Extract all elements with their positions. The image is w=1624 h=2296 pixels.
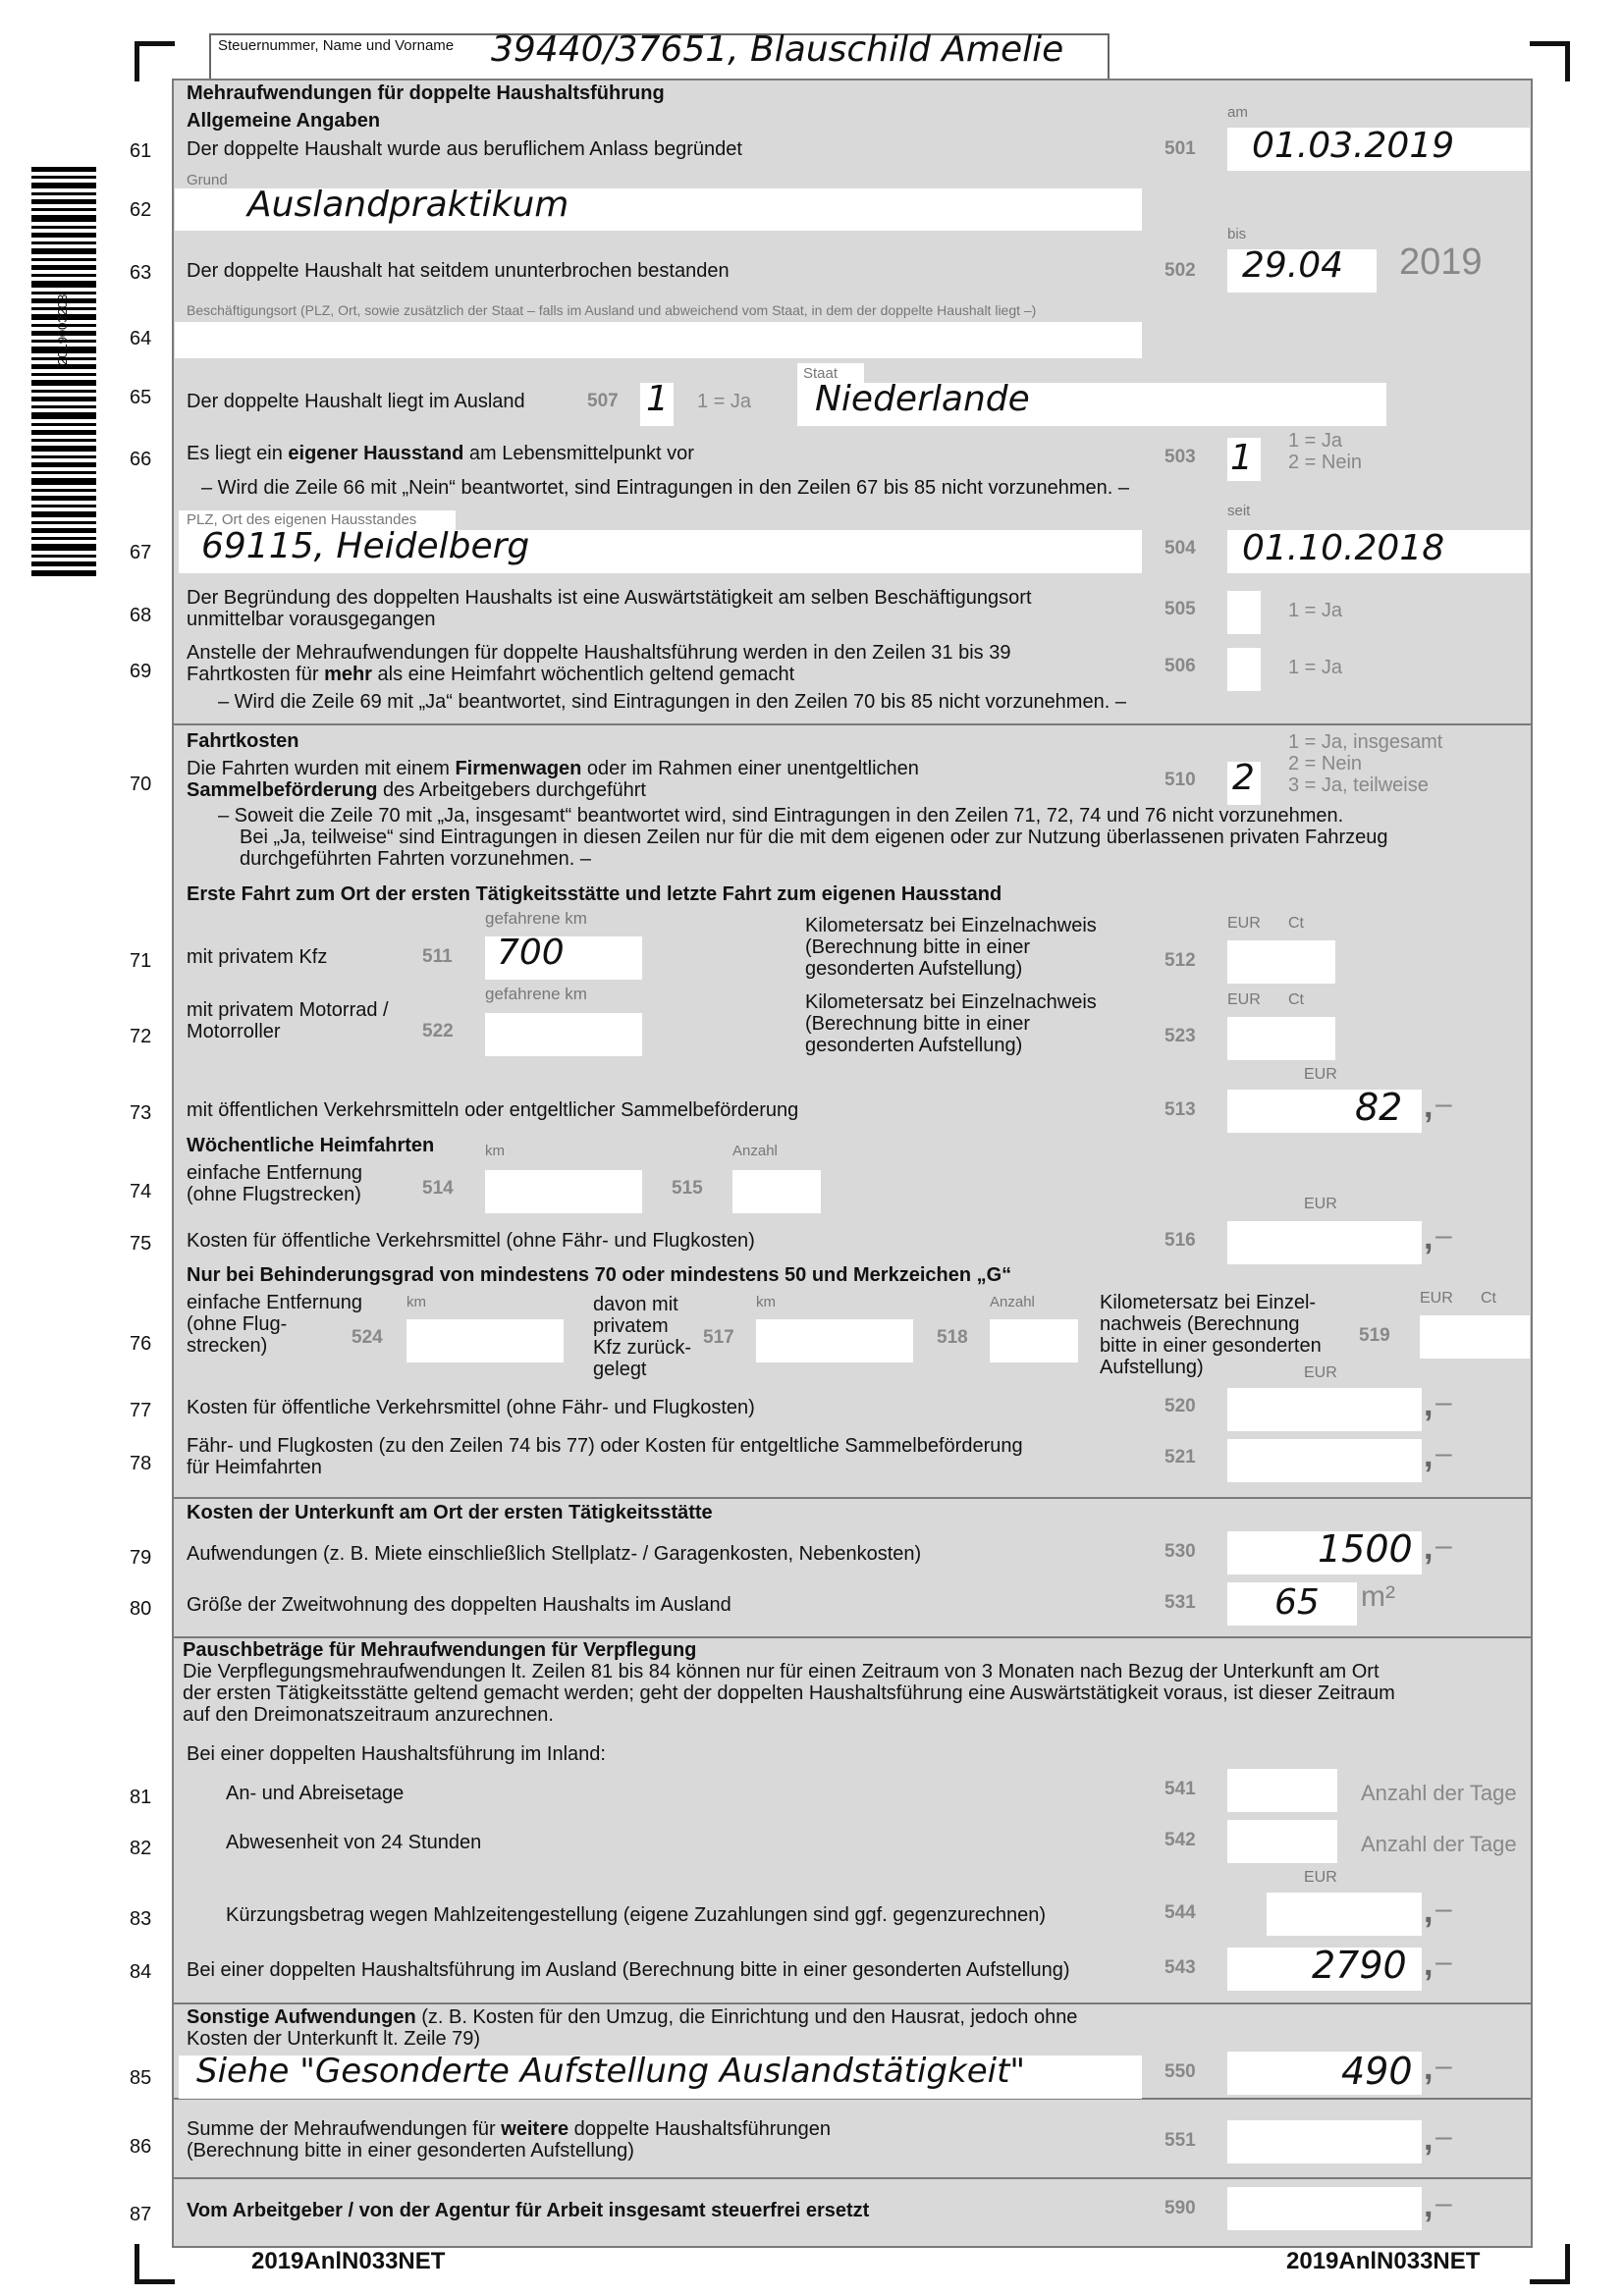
value-513: 82 bbox=[1355, 1086, 1403, 1129]
hint-seit: seit bbox=[1227, 503, 1251, 519]
row-number: 62 bbox=[130, 199, 152, 221]
divider bbox=[172, 1497, 1533, 1499]
dash-suffix: – bbox=[1435, 1386, 1452, 1418]
row-75-label: Kosten für öffentliche Verkehrsmittel (ohne Fähr- und Flugkosten) bbox=[187, 1230, 755, 1252]
meals-text: Die Verpflegungsmehraufwendungen lt. Zeilen 81 bis 84 können nur für einen Zeitraum von 3 Monaten nach Bezug der Unterkunft am Ort der ersten Tätigkeitsstätte geltend gemacht werden; geht der doppelten Haushaltsführung eine Auswärtstätigkeit voraus, ist dieser Zeitraum auf den Dreimonatszeitraum anzurechnen. bbox=[183, 1661, 1395, 1726]
row-number: 87 bbox=[130, 2204, 152, 2225]
value-504: 01.10.2018 bbox=[1242, 528, 1445, 568]
dash-suffix: – bbox=[1435, 2050, 1452, 2082]
side-code: 2019003203 bbox=[55, 294, 70, 365]
row-number: 79 bbox=[130, 1547, 152, 1569]
hint-grund: Grund bbox=[187, 172, 228, 188]
row-83-label: Kürzungsbetrag wegen Mahlzeitengestellung (eigene Zuzahlungen sind ggf. gegenzurechnen) bbox=[226, 1904, 1047, 1926]
row-number: 80 bbox=[130, 1598, 152, 1620]
row-79-label: Aufwendungen (z. B. Miete einschließlich Stellplatz- / Garagenkosten, Nebenkosten) bbox=[187, 1543, 922, 1565]
field-541[interactable] bbox=[1227, 1769, 1337, 1812]
hint-ct: Ct bbox=[1288, 915, 1304, 932]
hint-km: km bbox=[485, 1143, 505, 1159]
field-code: 542 bbox=[1164, 1830, 1196, 1850]
field-590[interactable] bbox=[1227, 2187, 1422, 2230]
field-employment[interactable] bbox=[175, 322, 1142, 358]
row-number: 68 bbox=[130, 605, 152, 626]
row-number: 69 bbox=[130, 661, 152, 682]
value-507: 1 bbox=[646, 379, 669, 419]
dash-suffix: – bbox=[1435, 1529, 1452, 1562]
row-74-label: einfache Entfernung (ohne Flugstrecken) bbox=[187, 1162, 363, 1205]
field-521[interactable] bbox=[1227, 1439, 1422, 1482]
row-number: 66 bbox=[130, 449, 152, 470]
comma: , bbox=[1424, 1529, 1434, 1567]
row-number: 82 bbox=[130, 1838, 152, 1859]
value-550: 490 bbox=[1341, 2050, 1413, 2093]
meals-heading: Pauschbeträge für Mehraufwendungen für Verpflegung bbox=[183, 1639, 697, 1661]
divider bbox=[172, 2002, 1533, 2004]
value-530: 1500 bbox=[1318, 1527, 1413, 1571]
km-rate-71: Kilometersatz bei Einzelnachweis (Berechnung bitte in einer gesonderten Aufstellung) bbox=[805, 915, 1097, 980]
value-sonstige-text: Siehe "Gesonderte Aufstellung Auslandstätigkeit" bbox=[196, 2052, 1026, 2091]
hint-eur: EUR bbox=[1304, 1364, 1337, 1381]
hint-bis: bis bbox=[1227, 226, 1247, 242]
field-551[interactable] bbox=[1227, 2120, 1422, 2163]
row-72-label: mit privatem Motorrad / Motorroller bbox=[187, 999, 389, 1042]
field-code: 517 bbox=[703, 1327, 734, 1348]
field-520[interactable] bbox=[1227, 1388, 1422, 1431]
field-code: 521 bbox=[1164, 1447, 1196, 1468]
row-number: 61 bbox=[130, 140, 152, 162]
comma: , bbox=[1424, 2050, 1434, 2087]
lodging-heading: Kosten der Unterkunft am Ort der ersten Tätigkeitsstätte bbox=[187, 1502, 713, 1523]
option-ja-teilweise: 3 = Ja, teilweise bbox=[1288, 774, 1429, 796]
divider bbox=[172, 1636, 1533, 1638]
hint-ct: Ct bbox=[1481, 1290, 1496, 1307]
value-503: 1 bbox=[1230, 438, 1253, 478]
hint-km: km bbox=[406, 1294, 426, 1310]
row-number: 75 bbox=[130, 1233, 152, 1255]
field-code: 506 bbox=[1164, 656, 1196, 676]
field-517[interactable] bbox=[756, 1319, 913, 1362]
field-code: 514 bbox=[422, 1178, 454, 1199]
hint-anzahl: Anzahl bbox=[990, 1294, 1035, 1310]
row-number: 78 bbox=[130, 1453, 152, 1474]
row-61-label: Der doppelte Haushalt wurde aus beruflichem Anlass begründet bbox=[187, 138, 742, 160]
dash-suffix: – bbox=[1435, 1088, 1452, 1120]
hint-eur: EUR bbox=[1304, 1066, 1337, 1083]
first-trip-heading: Erste Fahrt zum Ort der ersten Tätigkeitsstätte und letzte Fahrt zum eigenen Hausstand bbox=[187, 883, 1002, 905]
barcode bbox=[31, 167, 96, 579]
field-516[interactable] bbox=[1227, 1221, 1422, 1264]
divider bbox=[172, 723, 1533, 725]
hint-eur: EUR bbox=[1227, 991, 1261, 1008]
row-number: 64 bbox=[130, 328, 152, 349]
row-78-label: Fähr- und Flugkosten (zu den Zeilen 74 bis 77) oder Kosten für entgeltliche Sammelbeförderung für Heimfahrten bbox=[187, 1435, 1023, 1478]
row-number: 81 bbox=[130, 1787, 152, 1808]
weekly-heading: Wöchentliche Heimfahrten bbox=[187, 1135, 435, 1156]
field-code: 507 bbox=[587, 391, 619, 411]
hint-hausstand: PLZ, Ort des eigenen Hausstandes bbox=[187, 511, 417, 528]
field-code: 519 bbox=[1359, 1325, 1390, 1346]
comma: , bbox=[1424, 1386, 1434, 1423]
hint-ct: Ct bbox=[1288, 991, 1304, 1008]
row-76-label: einfache Entfernung (ohne Flug- strecken) bbox=[187, 1292, 363, 1357]
field-code: 510 bbox=[1164, 770, 1196, 790]
row-71-label: mit privatem Kfz bbox=[187, 946, 328, 968]
dash-suffix: – bbox=[1435, 1946, 1452, 1978]
row-70-label: Die Fahrten wurden mit einem Firmenwagen oder im Rahmen einer unentgeltlichen Sammelbeförderung des Arbeitgebers durchgeführt bbox=[187, 758, 919, 801]
field-515[interactable] bbox=[732, 1170, 821, 1213]
row-68-label: Der Begründung des doppelten Haushalts ist eine Auswärtstätigkeit am selben Beschäftigungsort unmittelbar vorausgegangen bbox=[187, 587, 1032, 630]
field-code: 501 bbox=[1164, 138, 1196, 159]
unit-days: Anzahl der Tage bbox=[1361, 1832, 1517, 1856]
fahrtkosten-heading: Fahrtkosten bbox=[187, 730, 299, 752]
field-544[interactable] bbox=[1267, 1893, 1422, 1936]
field-code: 516 bbox=[1164, 1230, 1196, 1251]
row-number: 63 bbox=[130, 262, 152, 284]
field-code: 522 bbox=[422, 1021, 454, 1041]
row-number: 86 bbox=[130, 2136, 152, 2158]
field-code: 530 bbox=[1164, 1541, 1196, 1562]
year-label: 2019 bbox=[1399, 241, 1483, 283]
row-number: 76 bbox=[130, 1333, 152, 1355]
divider bbox=[172, 2177, 1533, 2179]
row-81-label: An- und Abreisetage bbox=[226, 1783, 405, 1804]
field-code: 523 bbox=[1164, 1026, 1196, 1046]
corner-mark-bottom-right bbox=[1530, 2244, 1570, 2284]
corner-mark-bottom-left bbox=[135, 2244, 175, 2284]
comma: , bbox=[1424, 1219, 1434, 1256]
field-code: 544 bbox=[1164, 1902, 1196, 1923]
row-70-note3: durchgeführten Fahrten vorzunehmen. – bbox=[240, 848, 591, 870]
hint-km: gefahrene km bbox=[485, 909, 587, 928]
field-code: 513 bbox=[1164, 1099, 1196, 1120]
comma: , bbox=[1424, 1088, 1434, 1125]
hint-anzahl: Anzahl bbox=[732, 1143, 778, 1159]
field-code: 511 bbox=[422, 946, 453, 967]
row-85-heading: Sonstige Aufwendungen (z. B. Kosten für den Umzug, die Einrichtung und den Hausrat, jedoch ohne Kosten der Unterkunft lt. Zeile 79) bbox=[187, 2006, 1078, 2050]
row-66-label: Es liegt ein eigener Hausstand am Lebensmittelpunkt vor bbox=[187, 443, 694, 464]
value-staat: Niederlande bbox=[815, 379, 1030, 419]
row-86-label: Summe der Mehraufwendungen für weitere doppelte Haushaltsführungen (Berechnung bitte in einer gesonderten Aufstellung) bbox=[187, 2118, 831, 2162]
option-ja: 1 = Ja bbox=[1288, 430, 1343, 452]
option-ja-insgesamt: 1 = Ja, insgesamt bbox=[1288, 731, 1443, 753]
unit-days: Anzahl der Tage bbox=[1361, 1781, 1517, 1805]
row-63-label: Der doppelte Haushalt hat seitdem ununterbrochen bestanden bbox=[187, 260, 730, 282]
field-514[interactable] bbox=[485, 1170, 642, 1213]
row-number: 84 bbox=[130, 1961, 152, 1983]
option-ja: 1 = Ja bbox=[697, 391, 752, 412]
field-code: 590 bbox=[1164, 2198, 1196, 2218]
row-77-label: Kosten für öffentliche Verkehrsmittel (ohne Fähr- und Flugkosten) bbox=[187, 1397, 755, 1418]
field-512[interactable] bbox=[1227, 940, 1335, 984]
value-grund: Auslandpraktikum bbox=[247, 185, 569, 225]
field-code: 515 bbox=[672, 1178, 703, 1199]
value-510: 2 bbox=[1232, 758, 1255, 798]
field-code: 531 bbox=[1164, 1592, 1196, 1613]
field-code: 551 bbox=[1164, 2130, 1196, 2151]
option-nein: 2 = Nein bbox=[1288, 452, 1363, 473]
section-subtitle: Allgemeine Angaben bbox=[187, 110, 381, 132]
dash-suffix: – bbox=[1435, 1893, 1452, 1925]
value-hausstand: 69115, Heidelberg bbox=[201, 526, 530, 566]
field-542[interactable] bbox=[1227, 1820, 1337, 1863]
row-70-note1: – Soweit die Zeile 70 mit „Ja, insgesamt“ beantwortet wird, sind Eintragungen in den Zeilen 71, 72, 74 und 76 nicht vorzunehmen. bbox=[218, 805, 1344, 827]
disability-heading: Nur bei Behinderungsgrad von mindestens 70 oder mindestens 50 und Merkzeichen „G“ bbox=[187, 1264, 1012, 1286]
value-511: 700 bbox=[497, 933, 565, 973]
row-65-label: Der doppelte Haushalt liegt im Ausland bbox=[187, 391, 525, 412]
row-69-label: Anstelle der Mehraufwendungen für doppelte Haushaltsführung werden in den Zeilen 31 bis 39 Fahrtkosten für mehr als eine Heimfahrt wöchentlich geltend gemacht bbox=[187, 642, 1011, 685]
row-number: 72 bbox=[130, 1026, 152, 1047]
dash-suffix: – bbox=[1435, 1437, 1452, 1469]
field-518[interactable] bbox=[990, 1319, 1078, 1362]
hint-eur: EUR bbox=[1227, 915, 1261, 932]
row-number: 83 bbox=[130, 1908, 152, 1930]
unit-m2: m² bbox=[1361, 1580, 1395, 1613]
field-code: 504 bbox=[1164, 538, 1196, 559]
hint-eur: EUR bbox=[1420, 1290, 1453, 1307]
row-number: 71 bbox=[130, 950, 152, 972]
dash-suffix: – bbox=[1435, 1219, 1452, 1252]
row-84-label: Bei einer doppelten Haushaltsführung im Ausland (Berechnung bitte in einer gesonderten Aufstellung) bbox=[187, 1959, 1070, 1981]
row-number: 77 bbox=[130, 1400, 152, 1421]
row-70-note2: Bei „Ja, teilweise“ sind Eintragungen in diesen Zeilen nur für die mit dem eigenen oder zur Nutzung überlassenen privaten Fahrzeug bbox=[240, 827, 1388, 848]
field-519[interactable] bbox=[1420, 1315, 1530, 1359]
hint-km: km bbox=[756, 1294, 776, 1310]
row-82-label: Abwesenheit von 24 Stunden bbox=[226, 1832, 482, 1853]
hint-staat: Staat bbox=[803, 365, 839, 382]
comma: , bbox=[1424, 2187, 1434, 2224]
hint-eur: EUR bbox=[1304, 1196, 1337, 1212]
row-69-note: – Wird die Zeile 69 mit „Ja“ beantwortet, sind Eintragungen in den Zeilen 70 bis 85 nicht vorzunehmen. – bbox=[218, 691, 1126, 713]
row-87-label: Vom Arbeitgeber / von der Agentur für Arbeit insgesamt steuerfrei ersetzt bbox=[187, 2200, 870, 2221]
hint-am: am bbox=[1227, 104, 1248, 121]
km-rate-72: Kilometersatz bei Einzelnachweis (Berechnung bitte in einer gesonderten Aufstellung) bbox=[805, 991, 1097, 1056]
field-523[interactable] bbox=[1227, 1017, 1335, 1060]
field-code: 502 bbox=[1164, 260, 1196, 281]
value-531: 65 bbox=[1274, 1582, 1320, 1623]
field-code: 512 bbox=[1164, 950, 1196, 971]
hint-km: gefahrene km bbox=[485, 985, 587, 1003]
field-code: 518 bbox=[937, 1327, 968, 1348]
name-label: Steuernummer, Name und Vorname bbox=[218, 37, 455, 54]
row-number: 74 bbox=[130, 1181, 152, 1202]
dash-suffix: – bbox=[1435, 2187, 1452, 2219]
field-code: 543 bbox=[1164, 1957, 1196, 1978]
value-543: 2790 bbox=[1312, 1944, 1407, 1987]
footer-code-left: 2019AnlN033NET bbox=[251, 2248, 446, 2274]
field-524[interactable] bbox=[406, 1319, 564, 1362]
comma: , bbox=[1424, 2120, 1434, 2158]
row-number: 65 bbox=[130, 387, 152, 408]
meals-inland: Bei einer doppelten Haushaltsführung im Inland: bbox=[187, 1743, 606, 1765]
row-number: 85 bbox=[130, 2067, 152, 2089]
comma: , bbox=[1424, 1946, 1434, 1983]
value-502: 29.04 bbox=[1242, 245, 1344, 286]
section-title: Mehraufwendungen für doppelte Haushaltsführung bbox=[187, 82, 665, 104]
value-501: 01.03.2019 bbox=[1252, 126, 1455, 166]
field-code: 520 bbox=[1164, 1396, 1196, 1416]
row-76-mid: davon mit privatem Kfz zurück- gelegt bbox=[593, 1294, 692, 1380]
corner-mark-top-right bbox=[1530, 41, 1570, 81]
corner-mark-top-left bbox=[135, 41, 175, 81]
field-505[interactable] bbox=[1227, 591, 1261, 634]
option-nein: 2 = Nein bbox=[1288, 753, 1363, 774]
row-number: 70 bbox=[130, 774, 152, 795]
comma: , bbox=[1424, 1437, 1434, 1474]
row-66-note: – Wird die Zeile 66 mit „Nein“ beantwortet, sind Eintragungen in den Zeilen 67 bis 85 nicht vorzunehmen. – bbox=[201, 477, 1129, 499]
field-506[interactable] bbox=[1227, 648, 1261, 691]
field-code: 503 bbox=[1164, 447, 1196, 467]
field-code: 541 bbox=[1164, 1779, 1196, 1799]
row-76-rate: Kilometersatz bei Einzel- nachweis (Berechnung bitte in einer gesonderten Aufstellung) bbox=[1100, 1292, 1322, 1378]
row-80-label: Größe der Zweitwohnung des doppelten Haushalts im Ausland bbox=[187, 1594, 731, 1616]
dash-suffix: – bbox=[1435, 2120, 1452, 2153]
hint-eur: EUR bbox=[1304, 1869, 1337, 1886]
field-code: 550 bbox=[1164, 2061, 1196, 2082]
field-code: 505 bbox=[1164, 599, 1196, 619]
option-ja: 1 = Ja bbox=[1288, 657, 1343, 678]
row-number: 73 bbox=[130, 1102, 152, 1124]
row-73-label: mit öffentlichen Verkehrsmitteln oder entgeltlicher Sammelbeförderung bbox=[187, 1099, 799, 1121]
field-522[interactable] bbox=[485, 1013, 642, 1056]
comma: , bbox=[1424, 1893, 1434, 1930]
row-number: 67 bbox=[130, 542, 152, 563]
hint-employment: Beschäftigungsort (PLZ, Ort, sowie zusätzlich der Staat – falls im Ausland und abweichend vom Staat, in dem der doppelte Haushalt liegt –) bbox=[187, 302, 1037, 318]
option-ja: 1 = Ja bbox=[1288, 600, 1343, 621]
footer-code-right: 2019AnlN033NET bbox=[1286, 2248, 1481, 2274]
field-code: 524 bbox=[352, 1327, 383, 1348]
name-value: 39440/37651, Blauschild Amelie bbox=[491, 29, 1064, 70]
